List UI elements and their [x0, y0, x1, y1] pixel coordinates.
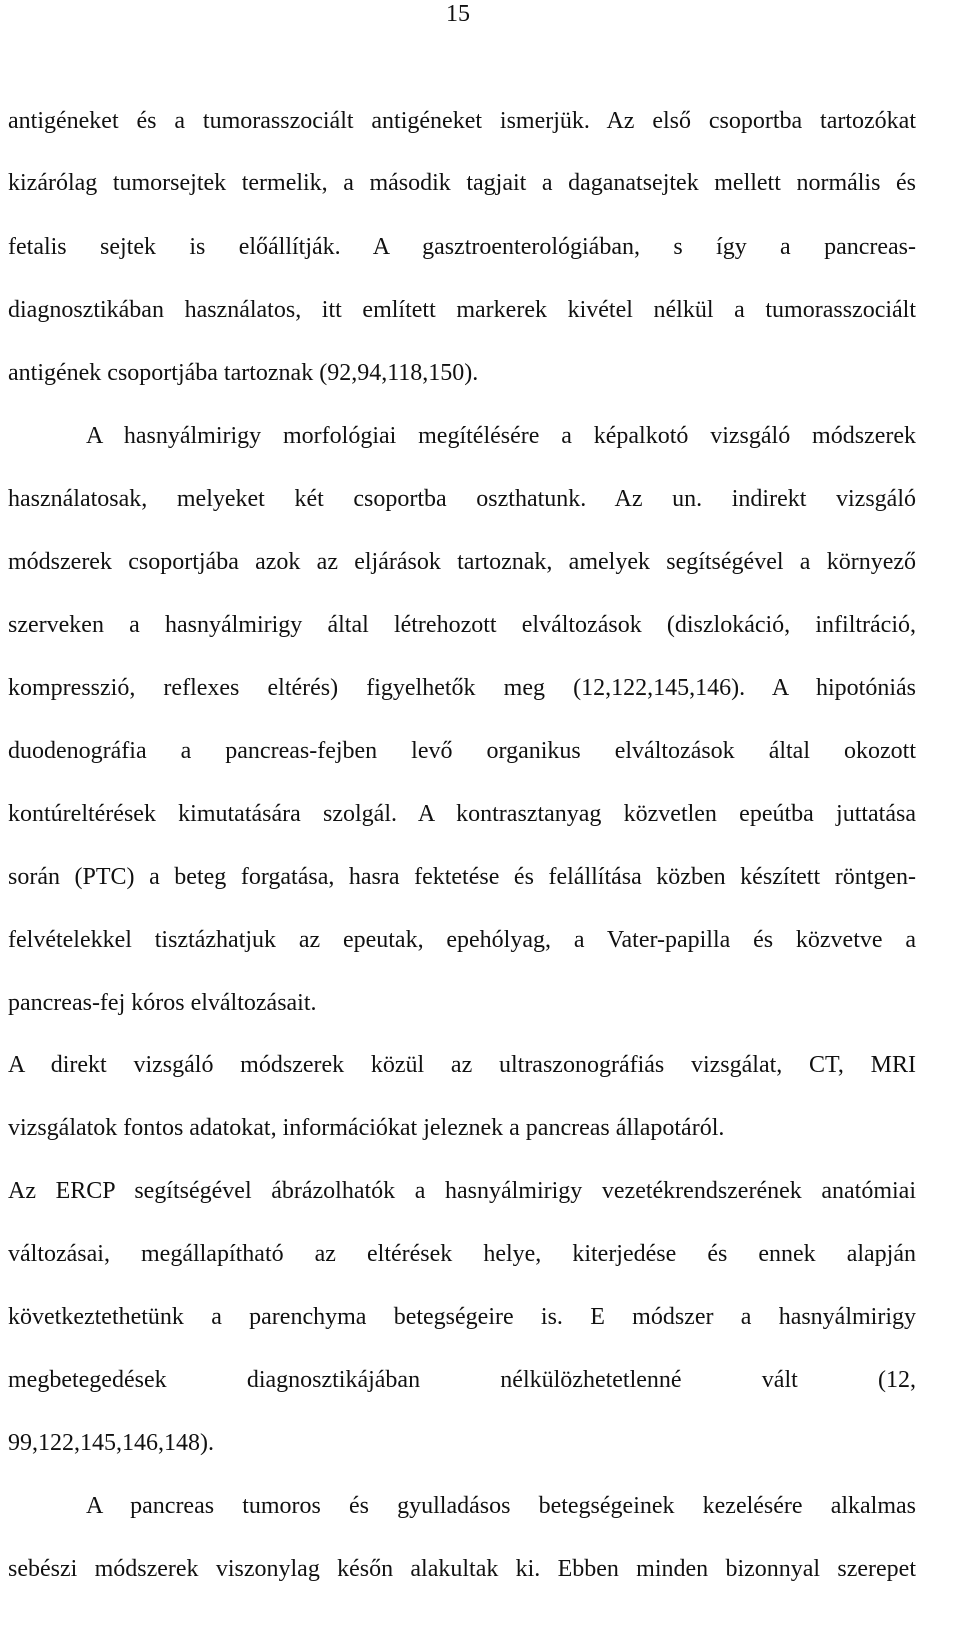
text-line: használatosak, melyeket két csoportba oszthatunk. Az un. indirekt vizsgáló: [8, 486, 916, 512]
text-line: következtethetünk a parenchyma betegségeire is. E módszer a hasnyálmirigy: [8, 1304, 916, 1330]
text-line: sebészi módszerek viszonylag későn alakultak ki. Ebben minden bizonnyal szerepet: [8, 1556, 916, 1582]
text-line: vizsgálatok fontos adatokat, információkat jeleznek a pancreas állapotáról.: [8, 1115, 725, 1141]
text-line: során (PTC) a beteg forgatása, hasra fektetése és felállítása közben készített röntgen-: [8, 864, 916, 890]
text-line: kontúreltérések kimutatására szolgál. A kontrasztanyag közvetlen epeútba juttatása: [8, 801, 916, 827]
text-line: kompresszió, reflexes eltérés) figyelhetők meg (12,122,145,146). A hipotóniás: [8, 675, 916, 701]
text-line: kizárólag tumorsejtek termelik, a második tagjait a daganatsejtek mellett normális és: [8, 170, 916, 196]
text-line: fetalis sejtek is előállítják. A gasztroenterológiában, s így a pancreas-: [8, 234, 916, 260]
text-line: antigéneket és a tumorasszociált antigéneket ismerjük. Az első csoportba tartozókat: [8, 108, 916, 134]
text-line: szerveken a hasnyálmirigy által létrehozott elváltozások (diszlokáció, infiltráció,: [8, 612, 916, 638]
text-line: pancreas-fej kóros elváltozásait.: [8, 990, 317, 1016]
text-line: változásai, megállapítható az eltérések helye, kiterjedése és ennek alapján: [8, 1241, 916, 1267]
text-line: diagnosztikában használatos, itt említett markerek kivétel nélkül a tumorasszociált: [8, 297, 916, 323]
text-line: duodenográfia a pancreas-fejben levő organikus elváltozások által okozott: [8, 738, 916, 764]
page-number: 15: [446, 1, 470, 27]
text-line: megbetegedések diagnosztikájában nélkülözhetetlenné vált (12,: [8, 1367, 916, 1393]
text-line: Az ERCP segítségével ábrázolhatók a hasnyálmirigy vezetékrendszerének anatómiai: [8, 1178, 916, 1204]
text-line: antigének csoportjába tartoznak (92,94,118,150).: [8, 360, 479, 386]
text-line: A pancreas tumoros és gyulladásos betegségeinek kezelésére alkalmas: [86, 1493, 916, 1519]
text-line: 99,122,145,146,148).: [8, 1430, 214, 1456]
text-line: felvételekkel tisztázhatjuk az epeutak, epehólyag, a Vater-papilla és közvetve a: [8, 927, 916, 953]
text-line: A direkt vizsgáló módszerek közül az ultraszonográfiás vizsgálat, CT, MRI: [8, 1052, 916, 1078]
text-line: módszerek csoportjába azok az eljárások tartoznak, amelyek segítségével a környező: [8, 549, 916, 575]
text-line: A hasnyálmirigy morfológiai megítélésére a képalkotó vizsgáló módszerek: [86, 423, 916, 449]
